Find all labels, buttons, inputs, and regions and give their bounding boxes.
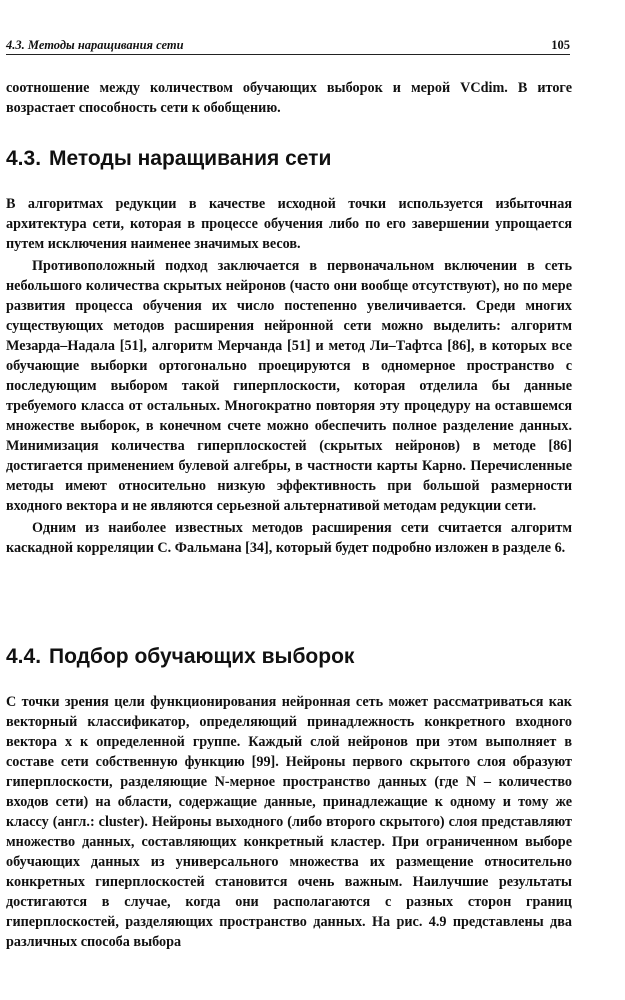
section-4-3-paragraph-1: В алгоритмах редукции в качестве исходной точки используется избыточная архитектура сети, которая в процессе обучения либо по его завершении упрощается путем исключения наименее значимых весов. [6,196,572,252]
intro-block [6,78,572,118]
section-4-4-paragraph-1: С точки зрения цели функционирования нейронная сеть может рассматриваться как векторный классификатор, определяющий принадлежность конкретного входного вектора x к определенной группе. Каждый слой нейронов при этом выполняет в составе сети собственную функцию [99]. Нейроны первого скрытого слоя образуют гиперплоскости, разделяющие N-мерное пространство данных (где N – количество входов сети) на области, содержащие данные, принадлежащие к одному и тому же классу (англ.: cluster). Нейроны выходного (либо второго скрытого) слоя представляют множество данных, составляющих конкретный кластер. При ограниченном выборе обучающих данных из универсального множества их размещение относительно конкретных гиперплоскостей становится очень важным. Наилучшие результаты достигаются в случае, когда они располагаются с разных сторон границ гиперплоскостей, разделяющих пространство данных. На рис. 4.9 представлены два различных способа выбора [6,694,572,950]
section-4-4-title: Подбор обучающих выборок [49,645,355,668]
section-4-3-paragraph-3: Одним из наиболее известных методов расширения сети считается алгоритм каскадной корреляции С. Фальмана [34], который будет подробно изложен в разделе 6. [6,520,572,556]
section-4-3-body [6,194,572,558]
running-title: 4.3. Методы наращивания сети [6,38,184,52]
section-4-3-number: 4.3. [6,147,42,170]
section-4-4-number: 4.4. [6,645,42,668]
section-4-4-heading [6,644,572,670]
section-4-3-heading [6,146,572,172]
section-4-3-paragraph-2: Противоположный подход заключается в первоначальном включении в сеть небольшого количества скрытых нейронов (часто они вообще отсутствуют), но по мере развития процесса обучения их число постепенно увеличивается. Среди многих существующих методов расширения нейронной сети можно выделить: алгоритм Мезарда–Надала [51], алгоритм Мерчанда [51] и метод Ли–Тафтса [86], в которых все обучающие выборки ортогонально проецируются в одномерное пространство с последующим выбором такой гиперплоскости, которая отделила бы данные требуемого класса от остальных. Многократно повторяя эту процедуру на оставшемся множестве выборок, в конечном счете можно обеспечить полное разделение данных. Минимизация количества гиперплоскостей (скрытых нейронов) в методе [86] достигается применением булевой алгебры, в частности карты Карно. Перечисленные методы имеют относительно низкую эффективность при большой размерности входного вектора и не являются серьезной альтернативой методам редукции сети. [6,258,572,514]
intro-paragraph: соотношение между количеством обучающих выборок и мерой VCdim. В итоге возрастает способность сети к обобщению. [6,80,572,116]
section-4-4-body [6,692,572,952]
section-4-3-title: Методы наращивания сети [49,147,332,170]
running-header [6,38,570,55]
page-number: 105 [551,38,570,52]
